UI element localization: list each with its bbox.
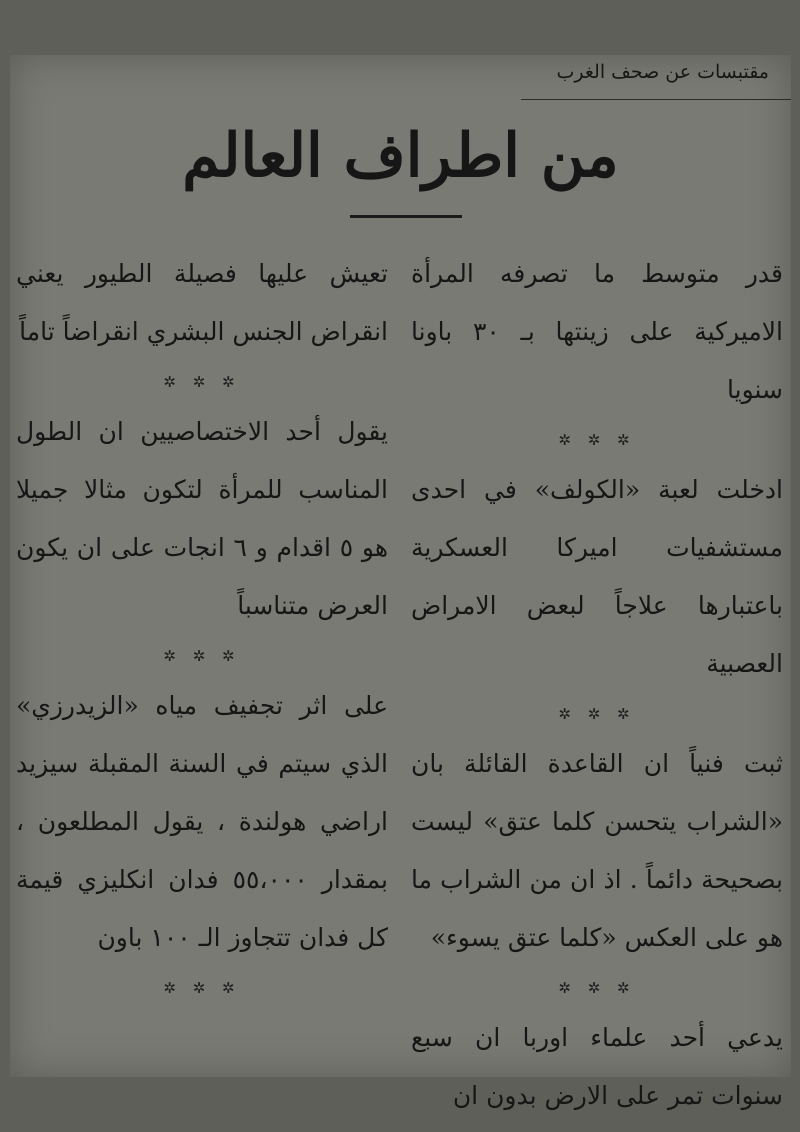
page-title: من اطراف العالم [182, 121, 619, 191]
ornament-separator: ✲ ✲ ✲ [163, 647, 241, 665]
news-item: قدر متوسط ما تصرفه المرأة الاميركية على زينتها بـ ٣٠ باونا سنويا [411, 259, 783, 404]
section-label: مقتبسات عن صحف الغرب [556, 61, 769, 83]
ornament-separator: ✲ ✲ ✲ [163, 979, 241, 997]
magazine-page [10, 55, 791, 1110]
news-item: ادخلت لعبة «الكولف» في احدى مستشفيات اميركا العسكرية باعتبارها علاجاً لبعض الامراض العصبية [411, 475, 783, 678]
news-item: تعيش عليها فصيلة الطيور يعني انقراض الجنس البشري انقراضاً تاماً [16, 259, 388, 346]
ornament-separator: ✲ ✲ ✲ [558, 431, 636, 449]
news-item: يدعي أحد علماء اوربا ان سبع سنوات تمر على الارض بدون ان [411, 1023, 783, 1110]
left-column [16, 245, 388, 1009]
title-rule [350, 215, 462, 218]
ornament-separator: ✲ ✲ ✲ [558, 705, 636, 723]
right-column [411, 245, 783, 1125]
ornament-separator: ✲ ✲ ✲ [163, 373, 241, 391]
news-item: يقول أحد الاختصاصيين ان الطول المناسب للمرأة لتكون مثالا جميلا هو ٥ اقدام و ٦ انجات على ان يكون العرض متناسباً [16, 417, 389, 620]
ornament-separator: ✲ ✲ ✲ [558, 979, 636, 997]
news-item: على اثر تجفيف مياه «الزيدرزي» الذي سيتم في السنة المقبلة سيزيد اراضي هولندة ، يقول المطلعون ، بمقدار ٥٥،٠٠٠ فدان انكليزي قيمة كل فدان تتجاوز الـ ١٠٠ باون [16, 691, 388, 952]
news-item: ثبت فنياً ان القاعدة القائلة بان «الشراب يتحسن كلما عتق» ليست بصحيحة دائماً . اذ ان من الشراب ما هو على العكس «كلما عتق يسوء» [411, 749, 783, 952]
header-underline [521, 99, 791, 100]
